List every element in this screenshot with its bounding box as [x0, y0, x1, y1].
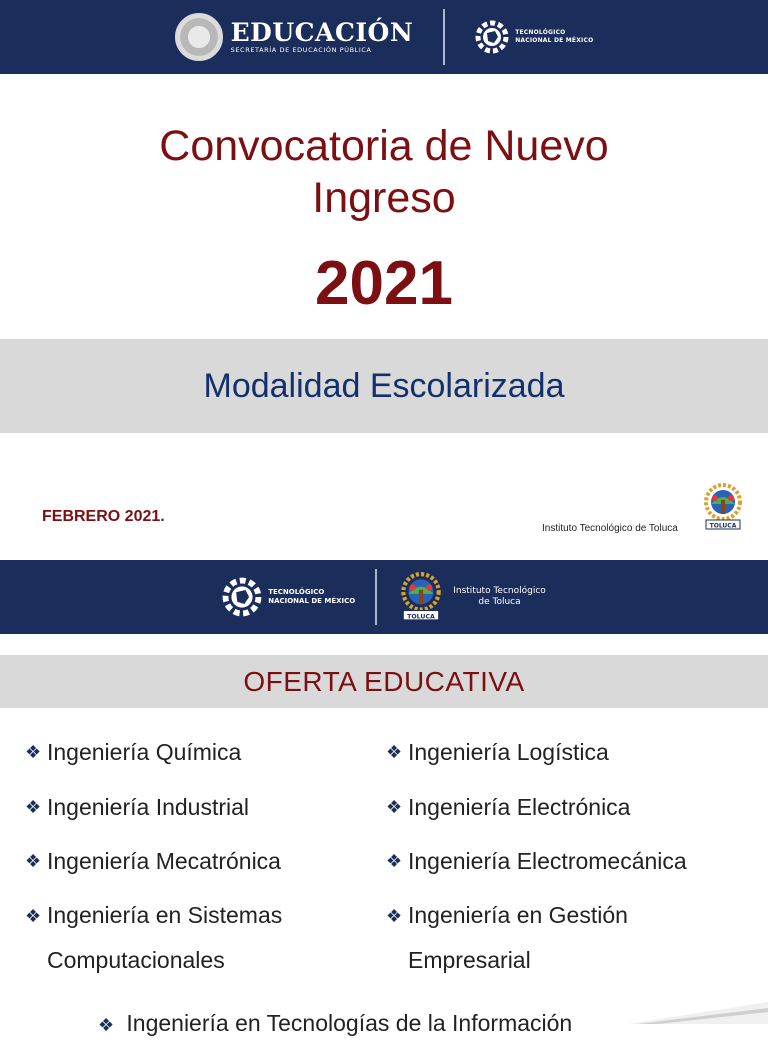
- section-band: [0, 655, 768, 708]
- program-label: Ingeniería Mecatrónica: [47, 848, 281, 874]
- diamond-bullet-icon: ❖: [25, 851, 42, 871]
- diamond-bullet-icon: ❖: [25, 742, 42, 762]
- header-banner-2: [0, 560, 768, 634]
- program-label: Ingeniería Química: [47, 739, 242, 765]
- tecnm-gear-icon: [475, 15, 509, 59]
- diamond-bullet-icon: ❖: [386, 796, 403, 817]
- section-title: OFERTA EDUCATIVA: [243, 665, 525, 697]
- diamond-bullet-icon: ❖: [386, 742, 403, 762]
- inst-line-1: Instituto Tecnológico: [453, 586, 546, 596]
- list-item-last: [98, 1008, 572, 1042]
- edu-title: EDUCACIÓN: [230, 17, 414, 47]
- mexico-seal-icon: [175, 13, 223, 61]
- list-item: [25, 735, 385, 790]
- diamond-bullet-icon: ❖: [25, 796, 42, 817]
- list-item: [386, 899, 746, 999]
- institute-label: Instituto Tecnológico de Toluca: [542, 523, 678, 534]
- title-line-1: Convocatoria de Nuevo: [159, 122, 609, 170]
- tecnm-gear-icon: [222, 568, 262, 626]
- program-label: Ingeniería Logística: [408, 739, 609, 765]
- inst-line-2: de Toluca: [478, 597, 521, 607]
- modality-text: Modalidad Escolarizada: [203, 366, 565, 405]
- programs-left: [25, 735, 385, 999]
- title-line-2: Ingreso: [312, 174, 456, 222]
- edu-subtitle: SECRETARÍA DE EDUCACIÓN PÚBLICA: [230, 45, 372, 54]
- toluca-brand: [397, 571, 546, 623]
- toluca-logo-text: TOLUCA: [709, 522, 737, 530]
- date-label: FEBRERO 2021.: [42, 508, 165, 525]
- tecnm2-line1: TECNOLÓGICO: [268, 588, 325, 596]
- tecnm2-line2: NACIONAL DE MÉXICO: [268, 597, 356, 605]
- list-item: [386, 790, 746, 845]
- program-label: Ingeniería en Sistemas Computacionales: [47, 901, 283, 973]
- program-label: Ingeniería en Tecnologías de la Información: [126, 1010, 573, 1036]
- toluca-logo-icon: [397, 571, 445, 623]
- header-banner: [0, 0, 768, 74]
- program-label: Ingeniería Electrónica: [408, 793, 631, 820]
- program-label: Ingeniería en Gestión Empresarial: [408, 901, 628, 973]
- toluca-logo-icon: [700, 482, 746, 532]
- diamond-bullet-icon: ❖: [25, 905, 42, 926]
- list-item: [25, 790, 385, 845]
- program-label: Ingeniería Electromecánica: [408, 848, 687, 874]
- tecnm-logo-2: [222, 568, 355, 626]
- list-item: [386, 735, 746, 790]
- corner-decoration: [628, 996, 768, 1024]
- diamond-bullet-icon: ❖: [386, 851, 403, 871]
- sep-logo: [175, 13, 414, 61]
- programs-right: [386, 735, 746, 999]
- page-title: [0, 120, 768, 224]
- year-heading: 2021: [315, 249, 453, 318]
- modality-band: [0, 339, 768, 433]
- header-divider: [443, 9, 445, 65]
- list-item: [25, 899, 385, 999]
- toluca-logo-text-2: TOLUCA: [407, 613, 436, 621]
- list-item: [386, 844, 746, 899]
- tecnm-logo: [475, 15, 593, 59]
- header-divider-2: [375, 569, 377, 625]
- diamond-bullet-icon: ❖: [386, 905, 403, 926]
- diamond-bullet-icon: ❖: [98, 1015, 115, 1035]
- program-label: Ingeniería Industrial: [47, 793, 250, 820]
- tecnm-line2: NACIONAL DE MÉXICO: [515, 37, 594, 44]
- list-item: [25, 844, 385, 899]
- tecnm-line1: TECNOLÓGICO: [515, 29, 566, 36]
